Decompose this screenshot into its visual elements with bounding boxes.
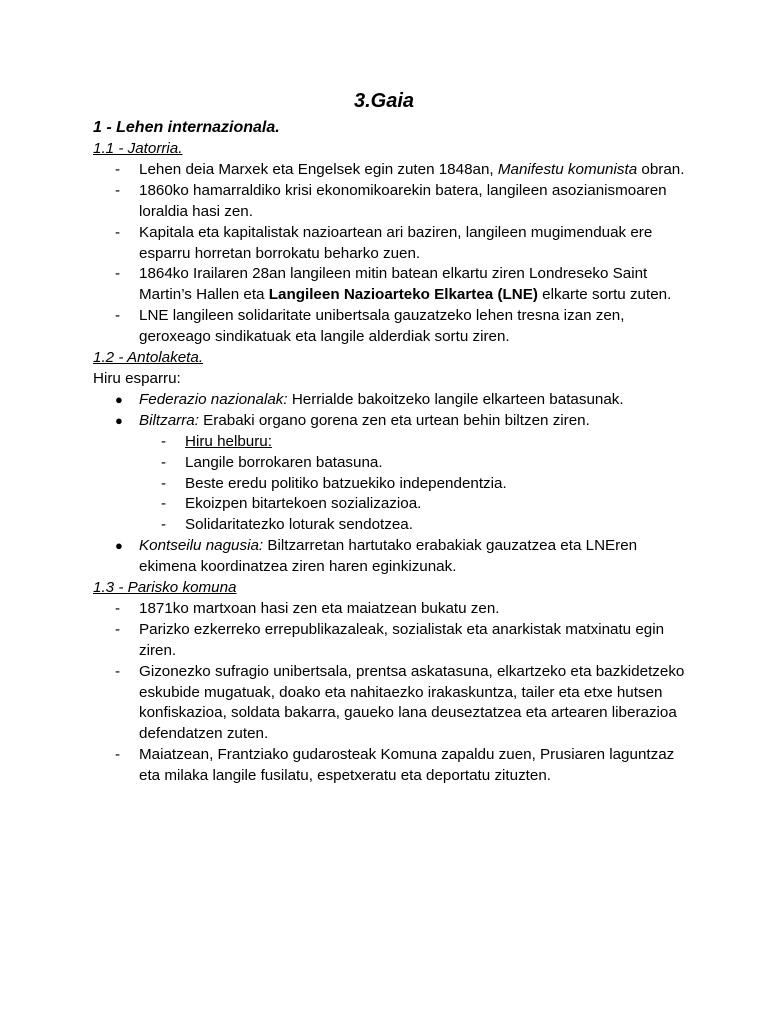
- item-label: Kontseilu nagusia:: [139, 537, 264, 555]
- dash-marker: -: [115, 307, 121, 325]
- item-label: Biltzarra:: [139, 411, 199, 429]
- list-item: [93, 390, 693, 411]
- bullet-marker: ●: [115, 412, 123, 428]
- item-text: Parizko ezkerreko errepublikazaleak, sozialistak eta anarkistak matxinatu egin ziren.: [139, 620, 665, 659]
- sub-list-heading: Hiru helburu:: [185, 432, 272, 450]
- item-text: Beste eredu politiko batzuekiko independentzia.: [185, 474, 507, 492]
- item-text: Herrialde bakoitzeko langile elkarteen batasunak.: [287, 390, 624, 408]
- dash-marker: -: [115, 223, 121, 241]
- item-text: LNE langileen solidaritate unibertsala gauzatzeko lehen tresna izan zen, geroxeago sindikatuak eta langile alderdiak sortu ziren.: [139, 307, 625, 346]
- item-text: 1864ko Irailaren 28an langileen mitin batean elkartu ziren Londreseko Saint Martin’s Hallen eta: [139, 265, 648, 304]
- list-item: [93, 306, 693, 348]
- dash-marker: -: [115, 620, 121, 638]
- item-text: Kapitala eta kapitalistak nazioartean ari baziren, langileen mugimenduak ere esparru horretan borrokatu beharko zuen.: [139, 223, 653, 262]
- sub-list-item: [93, 432, 693, 453]
- list-item: [93, 181, 693, 223]
- dash-marker: -: [115, 265, 121, 283]
- dash-marker: -: [161, 516, 167, 534]
- item-text: obran.: [637, 160, 685, 178]
- subsection-heading-antolaketa: 1.2 - Antolaketa.: [93, 349, 204, 367]
- item-text: Biltzarretan hartutako erabakiak gauzatzea eta LNEren ekimena koordinatzea ziren haren eginkizunak.: [139, 537, 638, 576]
- list-item: [93, 536, 693, 578]
- list-item: [93, 662, 693, 746]
- bullet-marker: ●: [115, 391, 123, 407]
- list-item: [93, 264, 693, 306]
- document-title: 3.Gaia: [353, 90, 415, 112]
- list-item: [93, 599, 693, 620]
- subsection-heading-jatorria: 1.1 - Jatorria.: [93, 140, 183, 157]
- dash-marker: -: [115, 181, 121, 199]
- item-bold-text: Langileen Nazioarteko Elkartea (LNE): [268, 286, 538, 304]
- list-item: [93, 620, 693, 662]
- dash-marker: -: [161, 453, 167, 471]
- sub-list-item: [93, 474, 693, 495]
- list-item: [93, 411, 693, 432]
- dash-marker: -: [115, 599, 121, 617]
- dash-marker: -: [161, 432, 167, 450]
- subsection-heading-parisko-komuna: 1.3 - Parisko komuna: [93, 579, 237, 597]
- list-item: [93, 223, 693, 265]
- section-heading-lehen-internazionala: 1 - Lehen internazionala.: [93, 119, 280, 136]
- dash-marker: -: [161, 495, 167, 513]
- item-text: Solidaritatezko loturak sendotzea.: [185, 516, 413, 534]
- item-text: Langile borrokaren batasuna.: [185, 453, 383, 471]
- item-italic-text: Manifestu komunista: [497, 160, 638, 178]
- intro-text: Hiru esparru:: [93, 369, 181, 387]
- item-text: Gizonezko sufragio unibertsala, prentsa askatasuna, elkartzeko eta bazkidetzeko eskubide mugatuak, doako eta nahitaezko irakaskuntza, tailer eta etxe hutsen konfiskazioa, soldata bakarra, gaueko lana deuseztatzea eta artearen liberazioa defendatzen zuten.: [139, 662, 685, 743]
- item-text: 1860ko hamarraldiko krisi ekonomikoarekin batera, langileen asozianismoaren loraldia hasi zen.: [139, 181, 667, 220]
- dash-marker: -: [115, 746, 121, 764]
- item-text: Ekoizpen bitartekoen sozializazioa.: [185, 495, 422, 513]
- dash-marker: -: [115, 662, 121, 680]
- item-text: Erabaki organo gorena zen eta urtean behin biltzen ziren.: [198, 411, 590, 429]
- sub-list-item: [93, 453, 693, 474]
- sub-list-item: [93, 494, 693, 515]
- bullet-marker: ●: [115, 538, 123, 554]
- item-text: 1871ko martxoan hasi zen eta maiatzean bukatu zen.: [139, 599, 500, 617]
- item-text: elkarte sortu zuten.: [537, 286, 672, 304]
- list-item: [93, 745, 693, 787]
- list-item: [93, 160, 693, 181]
- sub-list-item: [93, 515, 693, 536]
- document-body: [93, 117, 693, 787]
- dash-marker: -: [115, 160, 121, 178]
- item-label: Federazio nazionalak:: [139, 390, 288, 408]
- item-text: Lehen deia Marxek eta Engelsek egin zuten 1848an,: [139, 160, 498, 178]
- item-text: Maiatzean, Frantziako gudarosteak Komuna zapaldu zuen, Prusiaren laguntzaz eta milaka langile fusilatu, espetxeratu eta deportatu zituzten.: [139, 746, 675, 785]
- dash-marker: -: [161, 474, 167, 492]
